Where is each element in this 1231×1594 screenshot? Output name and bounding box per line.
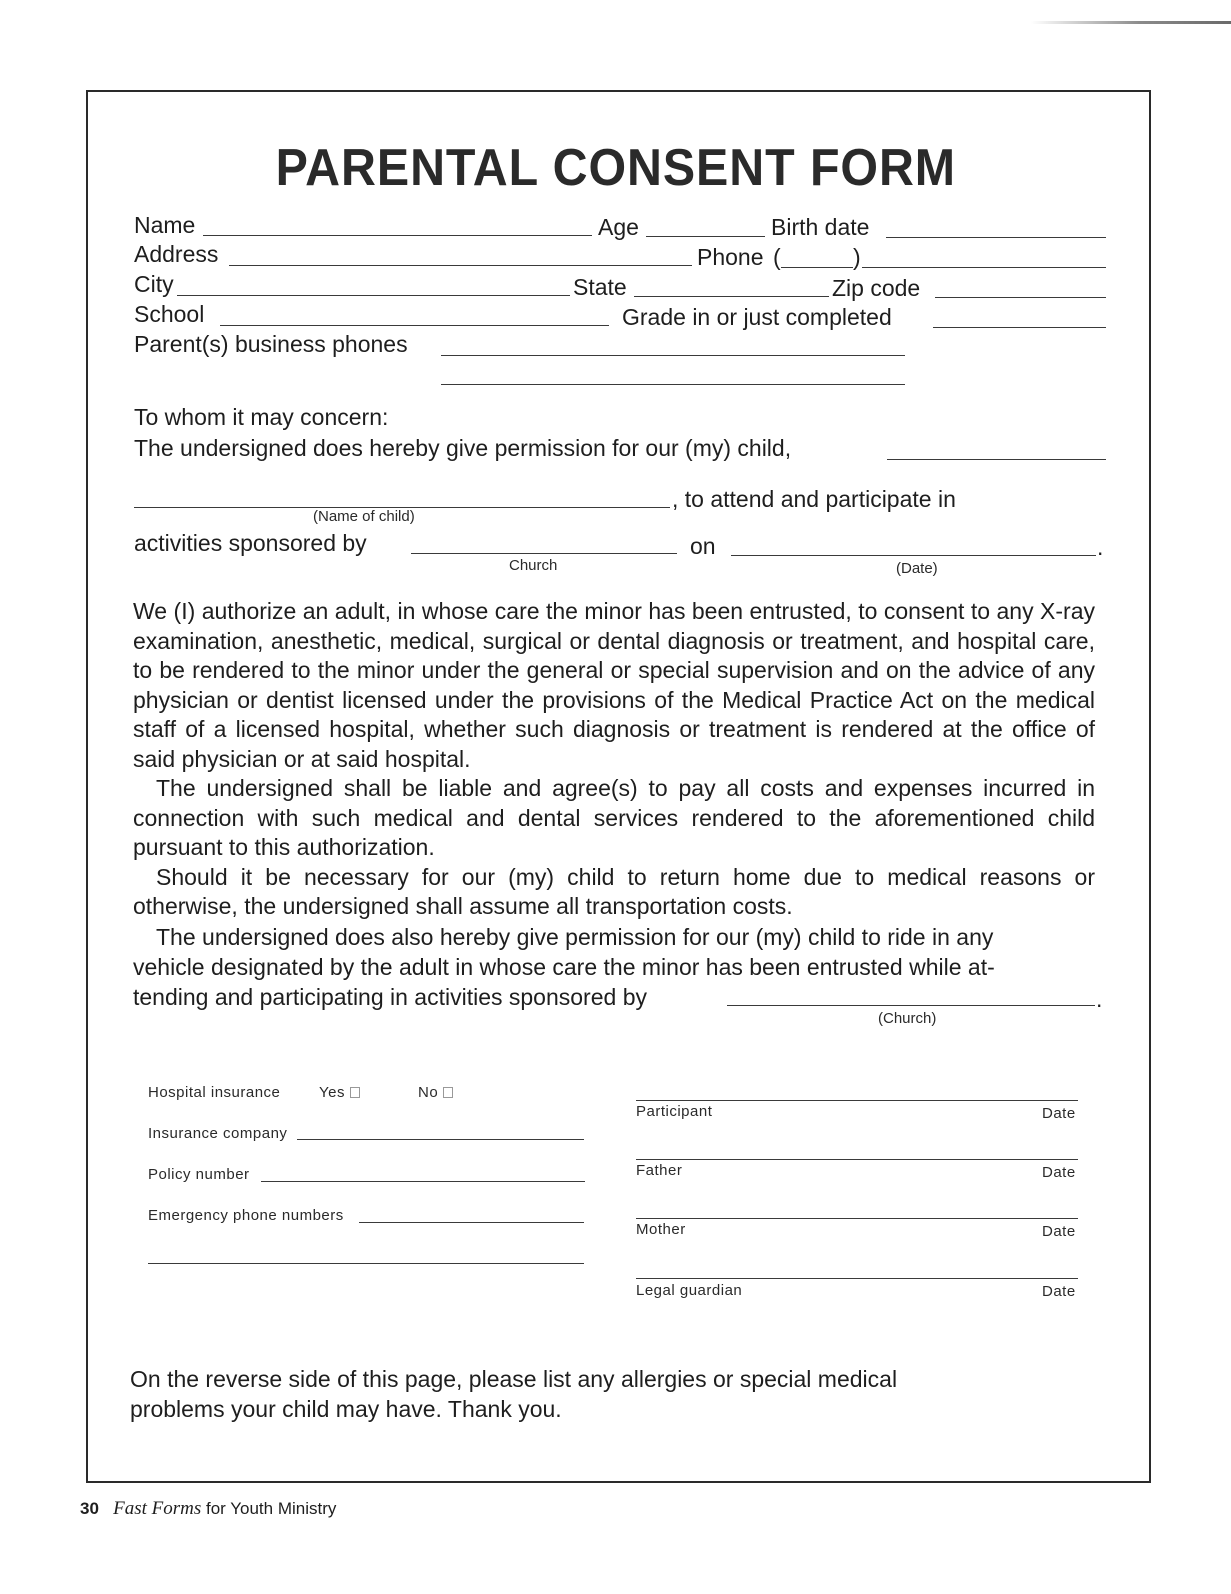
father-date-label: Date xyxy=(1042,1164,1076,1181)
sponsoring-church-field[interactable] xyxy=(411,553,677,554)
participant-label: Participant xyxy=(636,1103,713,1120)
father-label: Father xyxy=(636,1162,683,1179)
book-title-italic: Fast Forms xyxy=(113,1498,202,1519)
policy-number-label: Policy number xyxy=(148,1166,250,1183)
mother-label: Mother xyxy=(636,1221,686,1238)
address-field[interactable] xyxy=(229,265,692,266)
transportation-paragraph: Should it be necessary for our (my) child to return home due to medical reasons or otherwise, the undersigned shall assume all transportation costs. xyxy=(133,863,1095,919)
mother-date-label: Date xyxy=(1042,1223,1076,1240)
emergency-phone-field-1[interactable] xyxy=(359,1222,584,1223)
permission-text: The undersigned does hereby give permission for our (my) child, xyxy=(134,435,792,461)
school-field[interactable] xyxy=(220,325,609,326)
zip-code-field[interactable] xyxy=(935,297,1106,298)
yes-checkbox[interactable] xyxy=(350,1087,360,1098)
phone-area-close: ) xyxy=(853,244,861,270)
emergency-phone-field-2[interactable] xyxy=(148,1263,584,1264)
activities-text: activities sponsored by xyxy=(134,530,367,556)
mother-signature-line[interactable] xyxy=(636,1218,1078,1219)
insurance-company-field[interactable] xyxy=(297,1139,584,1140)
church-caption: Church xyxy=(509,557,558,574)
date-caption: (Date) xyxy=(896,560,938,577)
city-field[interactable] xyxy=(177,295,570,296)
age-label: Age xyxy=(598,214,639,240)
hospital-insurance-label: Hospital insurance xyxy=(148,1084,281,1101)
page-number: 30 xyxy=(80,1499,99,1518)
parent-business-phone-field-2[interactable] xyxy=(441,384,905,385)
vehicle-church-field[interactable] xyxy=(727,1005,1095,1006)
insurance-company-label: Insurance company xyxy=(148,1125,288,1142)
vehicle-paragraph-line-2: vehicle designated by the adult in whose care the minor has been entrusted while at- xyxy=(133,954,995,980)
insurance-no-option[interactable] xyxy=(418,1084,453,1102)
legal-guardian-label: Legal guardian xyxy=(636,1282,743,1299)
vehicle-church-caption: (Church) xyxy=(878,1010,937,1027)
vehicle-paragraph-line-3: tending and participating in activities sponsored by xyxy=(133,984,647,1010)
state-label: State xyxy=(573,274,627,300)
birth-date-field[interactable] xyxy=(886,237,1106,238)
closing-line-2: problems your child may have. Thank you. xyxy=(130,1396,562,1422)
phone-area-open: ( xyxy=(773,244,781,270)
participant-signature-line[interactable] xyxy=(636,1100,1078,1101)
liability-paragraph: The undersigned shall be liable and agree(s) to pay all costs and expenses incurred in connection with such medical and dental services rendered to the aforementioned child pursuant to this authorization. xyxy=(133,775,1095,860)
no-label: No xyxy=(418,1084,439,1101)
legal-guardian-date-label: Date xyxy=(1042,1283,1076,1300)
age-field[interactable] xyxy=(646,236,765,237)
legal-guardian-signature-line[interactable] xyxy=(636,1278,1078,1279)
name-label: Name xyxy=(134,212,196,238)
emergency-phone-label: Emergency phone numbers xyxy=(148,1207,344,1224)
city-label: City xyxy=(134,271,174,297)
closing-line-1: On the reverse side of this page, please list any allergies or special medical xyxy=(130,1366,898,1392)
name-of-child-caption: (Name of child) xyxy=(313,508,415,525)
grade-label: Grade in or just completed xyxy=(622,304,892,330)
authorization-paragraph: We (I) authorize an adult, in whose care the minor has been entrusted, to consent to any X-ray examination, anesthetic, medical, surgical or dental diagnosis or treatment, and hospital care, to be rendered to the minor under the general or special supervision and on the advice of any physician or dentist licensed under the provisions of the Medical Practice Act on the medical staff of a licensed hospital, whether such diagnosis or treatment is rendered at the office of said physician or at said hospital. xyxy=(133,598,1095,772)
child-name-field-a[interactable] xyxy=(887,459,1106,460)
state-field[interactable] xyxy=(634,296,829,297)
page-title: PARENTAL CONSENT FORM xyxy=(275,139,957,197)
birth-date-label: Birth date xyxy=(771,214,870,240)
insurance-yes-option[interactable] xyxy=(319,1084,360,1102)
on-text: on xyxy=(690,533,716,559)
policy-number-field[interactable] xyxy=(261,1181,585,1182)
scan-edge-mark xyxy=(1031,21,1231,24)
page-footer xyxy=(80,1498,336,1520)
parent-business-phone-field-1[interactable] xyxy=(441,355,905,356)
activity-date-field[interactable] xyxy=(731,555,1096,556)
name-field[interactable] xyxy=(203,235,592,236)
phone-area-code-field[interactable] xyxy=(781,267,853,268)
period-2: . xyxy=(1096,986,1103,1012)
period-1: . xyxy=(1097,534,1104,560)
grade-field[interactable] xyxy=(933,327,1106,328)
yes-label: Yes xyxy=(319,1084,345,1101)
father-signature-line[interactable] xyxy=(636,1159,1078,1160)
school-label: School xyxy=(134,301,205,327)
participant-date-label: Date xyxy=(1042,1105,1076,1122)
phone-number-field[interactable] xyxy=(862,267,1106,268)
greeting: To whom it may concern: xyxy=(134,404,389,430)
zip-code-label: Zip code xyxy=(832,275,921,301)
no-checkbox[interactable] xyxy=(443,1087,453,1098)
address-label: Address xyxy=(134,241,219,267)
phone-label: Phone xyxy=(697,244,764,270)
attend-text: , to attend and participate in xyxy=(672,486,956,512)
vehicle-paragraph-line-1: The undersigned does also hereby give permission for our (my) child to ride in any xyxy=(156,924,994,950)
book-title-rest: for Youth Ministry xyxy=(205,1499,337,1518)
parent-business-phones-label: Parent(s) business phones xyxy=(134,331,408,357)
authorization-text xyxy=(133,597,1095,922)
